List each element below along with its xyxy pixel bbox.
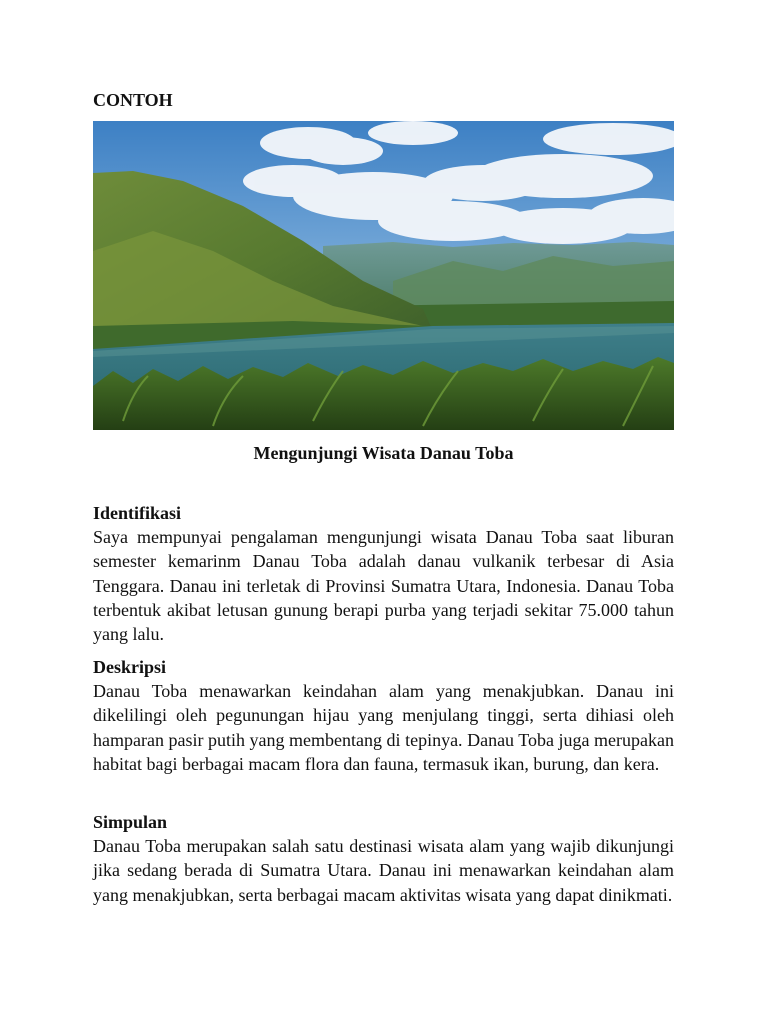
section-body: Danau Toba menawarkan keindahan alam yang menakjubkan. Danau ini dikelilingi oleh pegunungan hijau yang menjulang tinggi, serta dihiasi oleh hamparan pasir putih yang membentang di tepinya. Danau Toba juga merupakan habitat bagi berbagai macam flora dan fauna, termasuk ikan, burung, dan kera. [93, 681, 674, 774]
section-body: Danau Toba merupakan salah satu destinasi wisata alam yang wajib dikunjungi jika sedang berada di Sumatra Utara. Danau ini menawarkan keindahan alam yang menakjubkan, serta berbagai macam aktivitas wisata yang dapat dinikmati. [93, 836, 674, 905]
section-title: Simpulan [93, 812, 168, 832]
section-identifikasi [93, 501, 674, 646]
section-deskripsi [93, 655, 674, 776]
section-title: Identifikasi [93, 503, 182, 523]
document-heading: CONTOH [93, 90, 173, 110]
section-title: Deskripsi [93, 657, 167, 677]
section-body: Saya mempunyai pengalaman mengunjungi wisata Danau Toba saat liburan semester kemarinm Danau Toba adalah danau vulkanik terbesar di Asia Tenggara. Danau ini terletak di Provinsi Sumatra Utara, Indonesia. Danau Toba terbentuk akibat letusan gunung berapi purba yang terjadi sekitar 75.000 tahun yang lalu. [93, 527, 674, 645]
lake-toba-photo [93, 121, 674, 430]
photo-caption: Mengunjungi Wisata Danau Toba [253, 443, 514, 463]
section-simpulan [93, 810, 674, 907]
